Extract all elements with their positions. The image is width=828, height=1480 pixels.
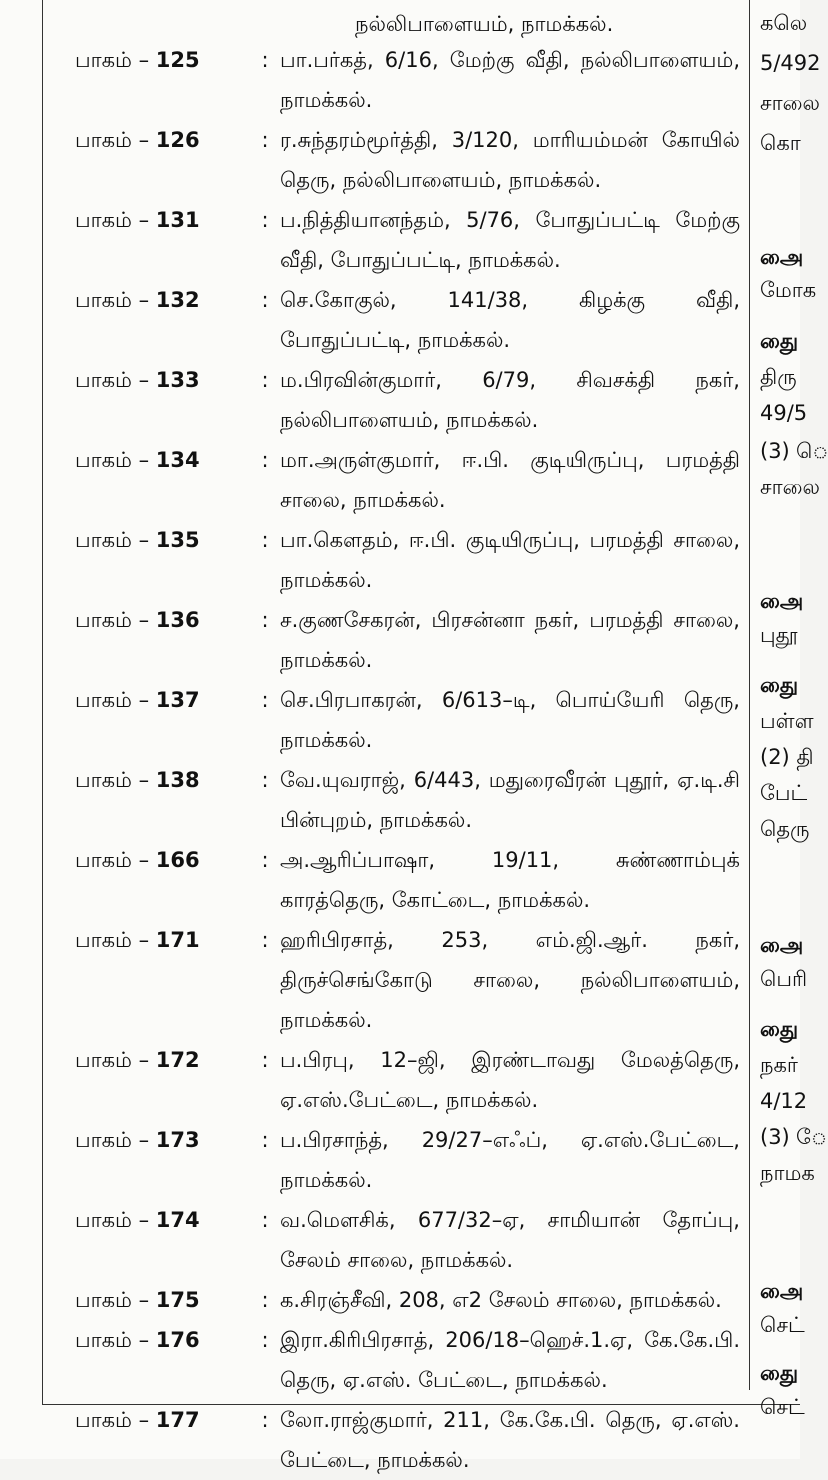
right-column-fragment: 5/492	[760, 51, 821, 75]
agent-name-address: லோ.ராஜ்குமார், 211, கே.கே.பி. தெரு, ஏ.எஸ். பேட்டை, நாமக்கல்.	[280, 1408, 740, 1472]
part-label-text: பாகம் –	[75, 528, 150, 552]
agent-name-address: மா.அருள்குமார், ஈ.பி. குடியிருப்பு, பரமத்தி சாலை, நாமக்கல்.	[280, 448, 740, 512]
separator-colon: :	[261, 368, 269, 392]
separator-colon: :	[261, 1208, 269, 1232]
right-column-fragment: துை	[760, 1361, 799, 1385]
right-column-fragment: நகர்	[760, 1053, 798, 1077]
right-column-fragment: செட்	[760, 1313, 805, 1337]
right-column-fragment: கலெ	[760, 11, 808, 35]
part-label-text: பாகம் –	[75, 768, 150, 792]
part-label-text: பாகம் –	[75, 928, 150, 952]
part-number-label	[75, 360, 255, 400]
continued-address-line: நல்லிபாளையம், நாமக்கல்.	[355, 12, 614, 36]
agent-name-address: பா.கௌதம், ஈ.பி. குடியிருப்பு, பரமத்தி சாலை, நாமக்கல்.	[280, 528, 740, 592]
part-label-text: பாகம் –	[75, 128, 150, 152]
right-column-fragment: 49/5	[760, 401, 808, 425]
separator-colon: :	[261, 48, 269, 72]
separator-colon: :	[261, 1048, 269, 1072]
separator-colon: :	[261, 608, 269, 632]
right-column-fragment: துை	[760, 673, 799, 697]
part-number: 131	[155, 208, 200, 232]
part-label-text: பாகம் –	[75, 608, 150, 632]
part-number: 174	[155, 1208, 200, 1232]
right-column-fragment: துை	[760, 1017, 799, 1041]
part-label-text: பாகம் –	[75, 1288, 150, 1312]
part-number: 177	[155, 1408, 200, 1432]
part-number-label	[75, 1320, 255, 1360]
agent-name-address: வே.யுவராஜ், 6/443, மதுரைவீரன் புதூர், ஏ.டி.சி பின்புறம், நாமக்கல்.	[280, 768, 740, 832]
part-number: 138	[155, 768, 200, 792]
agent-name-address: இரா.கிரிபிரசாத், 206/18–ஹெச்.1.ஏ, கே.கே.பி. தெரு, ஏ.எஸ். பேட்டை, நாமக்கல்.	[280, 1328, 740, 1392]
part-label-text: பாகம் –	[75, 48, 150, 72]
right-column-fragment: (3) ே	[760, 1125, 827, 1149]
part-number: 175	[155, 1288, 200, 1312]
part-number: 172	[155, 1048, 200, 1072]
part-label-text: பாகம் –	[75, 1408, 150, 1432]
part-number: 176	[155, 1328, 200, 1352]
part-label-text: பாகம் –	[75, 1328, 150, 1352]
right-column-fragment: (2) தி	[760, 745, 814, 769]
right-column-fragment: (3) ெ	[760, 439, 828, 463]
agent-name-address: வ.மௌசிக், 677/32–ஏ, சாமியான் தோப்பு, சேலம் சாலை, நாமக்கல்.	[280, 1208, 740, 1272]
part-number: 171	[155, 928, 200, 952]
agent-name-address: ஹரிபிரசாத், 253, எம்.ஜி.ஆர். நகர், திருச்செங்கோடு சாலை, நல்லிபாளையம், நாமக்கல்.	[280, 928, 740, 1032]
separator-colon: :	[261, 768, 269, 792]
part-label-text: பாகம் –	[75, 288, 150, 312]
agent-name-address: க.சிரஞ்சீவி, 208, எ2 சேலம் சாலை, நாமக்கல்.	[280, 1288, 722, 1312]
part-number-label	[75, 680, 255, 720]
right-column-fragment: பெரி	[760, 967, 808, 991]
right-column-fragment: அை	[760, 589, 804, 613]
right-column-fragment: மோக	[760, 278, 817, 302]
part-number-label	[75, 520, 255, 560]
agent-name-address: செ.கோகுல், 141/38, கிழக்கு வீதி, போதுப்பட்டி, நாமக்கல்.	[280, 288, 740, 352]
part-number: 136	[155, 608, 200, 632]
separator-colon: :	[261, 1288, 269, 1312]
right-column-fragment: அை	[760, 1279, 804, 1303]
agent-name-address: செ.பிரபாகரன், 6/613–டி, பொய்யேரி தெரு, நாமக்கல்.	[280, 688, 740, 752]
separator-colon: :	[261, 208, 269, 232]
part-number: 137	[155, 688, 200, 712]
separator-colon: :	[261, 1328, 269, 1352]
right-column-fragment: 4/12	[760, 1089, 808, 1113]
right-column-fragment: புதூ	[760, 623, 798, 647]
right-column-fragment: துை	[760, 329, 799, 353]
right-column-cropped	[760, 0, 828, 1419]
part-number: 126	[155, 128, 200, 152]
part-number-label	[75, 760, 255, 800]
part-number-label	[75, 200, 255, 240]
left-border-rule	[42, 0, 43, 1405]
part-label-text: பாகம் –	[75, 448, 150, 472]
part-number-label	[75, 920, 255, 960]
separator-colon: :	[261, 128, 269, 152]
right-column-fragment: சாலை	[760, 91, 820, 115]
right-column-fragment: சாலை	[760, 475, 820, 499]
part-number-label	[75, 840, 255, 880]
right-column-fragment: அை	[760, 933, 804, 957]
agent-name-address: பா.பர்கத், 6/16, மேற்கு வீதி, நல்லிபாளையம், நாமக்கல்.	[280, 48, 740, 112]
right-column-fragment: செட்	[760, 1395, 805, 1419]
separator-colon: :	[261, 528, 269, 552]
part-number-label	[75, 1280, 255, 1320]
part-label-text: பாகம் –	[75, 368, 150, 392]
separator-colon: :	[261, 848, 269, 872]
agent-name-address: ர.சுந்தரம்மூர்த்தி, 3/120, மாரியம்மன் கோயில் தெரு, நல்லிபாளையம், நாமக்கல்.	[280, 128, 740, 192]
separator-colon: :	[261, 928, 269, 952]
part-number-label	[75, 1040, 255, 1080]
agent-name-address: ம.பிரவின்குமார், 6/79, சிவசக்தி நகர், நல்லிபாளையம், நாமக்கல்.	[280, 368, 740, 432]
agent-name-address: அ.ஆரிப்பாஷா, 19/11, சுண்ணாம்புக் காரத்தெரு, கோட்டை, நாமக்கல்.	[280, 848, 740, 912]
part-number-label	[75, 120, 255, 160]
right-column-fragment: தெரு	[760, 817, 810, 841]
right-column-fragment: கொ	[760, 131, 801, 155]
main-column	[75, 0, 743, 1472]
part-number: 135	[155, 528, 200, 552]
column-divider	[749, 0, 750, 1390]
agent-name-address: ப.பிரபு, 12–ஜி, இரண்டாவது மேலத்தெரு, ஏ.எஸ்.பேட்டை, நாமக்கல்.	[280, 1048, 740, 1112]
right-column-fragment: நாமக	[760, 1161, 815, 1185]
right-column-fragment: திரு	[760, 365, 797, 389]
agent-name-address: ப.நித்தியானந்தம், 5/76, போதுப்பட்டி மேற்கு வீதி, போதுப்பட்டி, நாமக்கல்.	[280, 208, 740, 272]
part-number: 134	[155, 448, 200, 472]
separator-colon: :	[261, 1408, 269, 1432]
part-label-text: பாகம் –	[75, 208, 150, 232]
part-number: 133	[155, 368, 200, 392]
agent-name-address: ப.பிரசாந்த், 29/27–எஃப், ஏ.எஸ்.பேட்டை, நாமக்கல்.	[280, 1128, 740, 1192]
right-column-fragment: பள்ள	[760, 709, 814, 733]
part-number: 125	[155, 48, 200, 72]
part-label-text: பாகம் –	[75, 688, 150, 712]
part-number: 132	[155, 288, 200, 312]
part-number-label	[75, 1400, 255, 1440]
part-label-text: பாகம் –	[75, 1048, 150, 1072]
part-label-text: பாகம் –	[75, 848, 150, 872]
part-label-text: பாகம் –	[75, 1128, 150, 1152]
part-number-label	[75, 1200, 255, 1240]
part-number-label	[75, 1120, 255, 1160]
right-column-fragment: அை	[760, 245, 804, 269]
part-number-label	[75, 40, 255, 80]
part-number-label	[75, 440, 255, 480]
part-number: 166	[155, 848, 200, 872]
part-number-label	[75, 600, 255, 640]
right-column-fragment: பேட்	[760, 781, 808, 805]
part-number: 173	[155, 1128, 200, 1152]
part-number-label	[75, 280, 255, 320]
part-label-text: பாகம் –	[75, 1208, 150, 1232]
agent-name-address: ச.குணசேகரன், பிரசன்னா நகர், பரமத்தி சாலை, நாமக்கல்.	[280, 608, 740, 672]
separator-colon: :	[261, 688, 269, 712]
separator-colon: :	[261, 288, 269, 312]
separator-colon: :	[261, 1128, 269, 1152]
separator-colon: :	[261, 448, 269, 472]
